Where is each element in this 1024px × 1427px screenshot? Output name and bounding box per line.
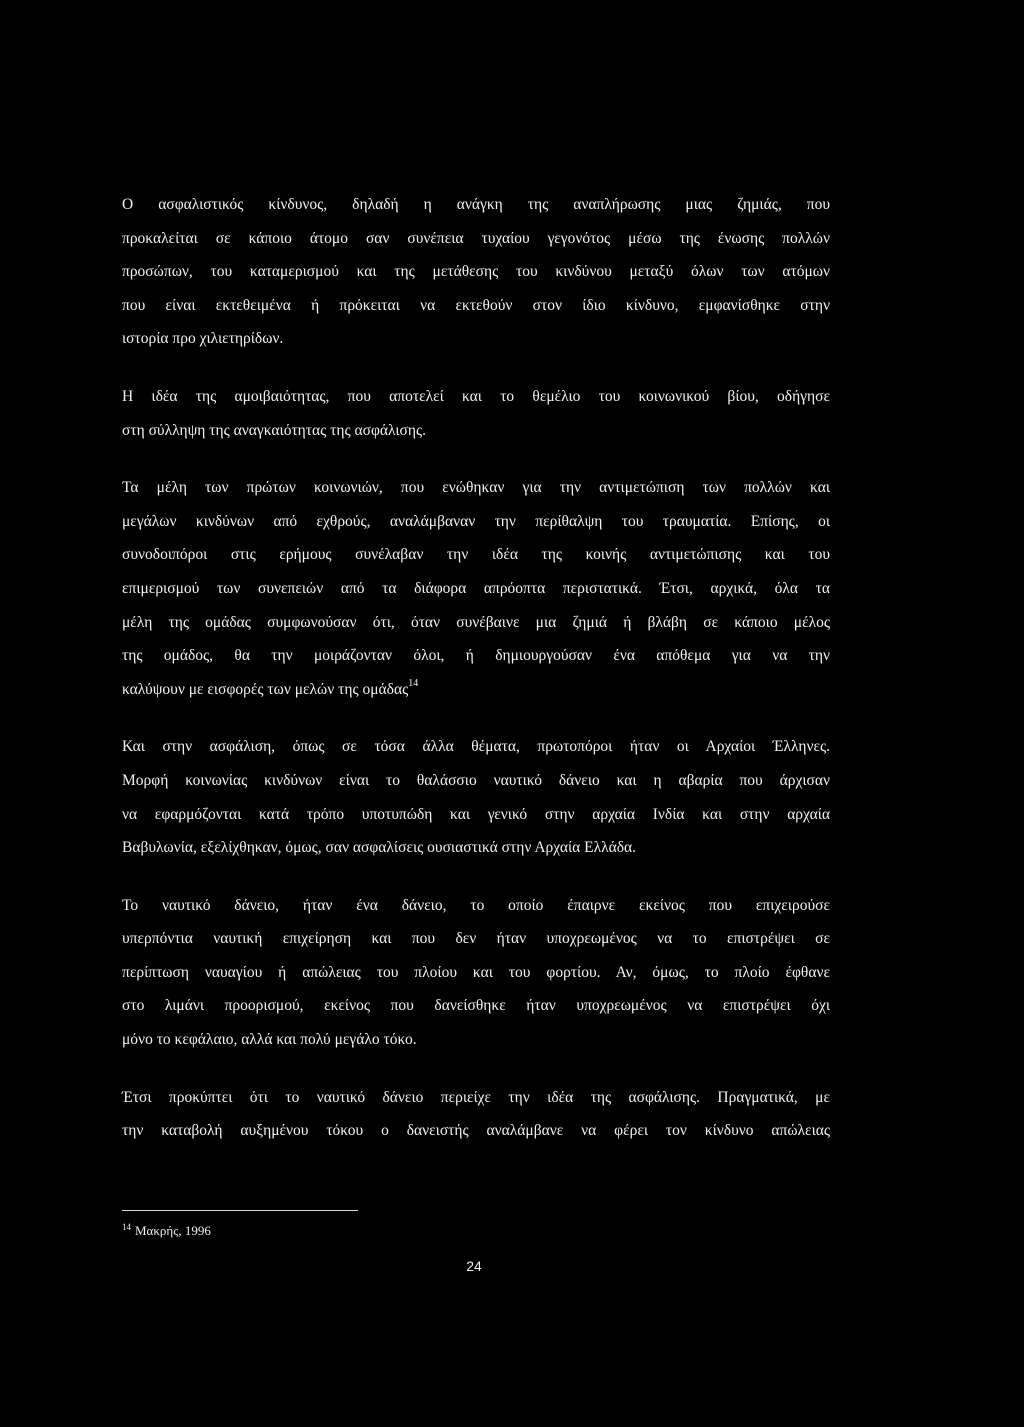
text-line: υπερπόντια ναυτική επιχείρηση και που δεν ήταν υποχρεωμένος να το επιστρέψει σε	[122, 930, 830, 948]
text-line: προσώπων, του καταμερισμού και της μετάθεσης του κινδύνου μεταξύ όλων των ατόμων	[122, 263, 830, 281]
text-line: ιστορία προ χιλιετηρίδων.	[122, 330, 284, 348]
text-line: στο λιμάνι προορισμού, εκείνος που δανείσθηκε ήταν υποχρεωμένος να επιστρέψει όχι	[122, 997, 830, 1015]
text-line: μεγάλων κινδύνων από εχθρούς, αναλάμβαναν την περίθαλψη του τραυματία. Επίσης, οι	[122, 512, 830, 530]
text-line: Μορφή κοινωνίας κινδύνων είναι το θαλάσσιο ναυτικό δάνειο και η αβαρία που άρχισαν	[122, 771, 830, 789]
text-line: Το ναυτικό δάνειο, ήταν ένα δάνειο, το οποίο έπαιρνε εκείνος που επιχειρούσε	[122, 896, 830, 914]
paragraph	[122, 730, 830, 864]
text-line: την καταβολή αυξημένου τόκου ο δανειστής αναλάμβανε να φέρει τον κίνδυνο απώλειας	[122, 1122, 830, 1140]
text-line: Και στην ασφάλιση, όπως σε τόσα άλλα θέματα, πρωτοπόροι ήταν οι Αρχαίοι Έλληνες.	[122, 738, 830, 756]
page-number: 24	[466, 1258, 482, 1274]
text-line: καλύψουν με εισφορές των μελών της ομάδας$^{14}$	[122, 677, 419, 698]
page-body	[122, 188, 830, 1148]
text-line: μόνο το κεφάλαιο, αλλά και πολύ μεγάλο τόκο.	[122, 1031, 417, 1049]
paragraph	[122, 1081, 830, 1148]
text-line: προκαλείται σε κάποιο άτομο σαν συνέπεια τυχαίου γεγονότος μέσω της ένωσης πολλών	[122, 229, 830, 247]
footnote	[122, 1222, 211, 1240]
text-line: Βαβυλωνία, εξελίχθηκαν, όμως, σαν ασφαλίσεις ουσιαστικά στην Αρχαία Ελλάδα.	[122, 839, 637, 857]
text-line: της ομάδος, θα την μοιράζονταν όλοι, ή δημιουργούσαν ένα απόθεμα για να την	[122, 647, 830, 665]
text-line: Τα μέλη των πρώτων κοινωνιών, που ενώθηκαν για την αντιμετώπιση των πολλών και	[122, 479, 830, 497]
text-line: μέλη της ομάδας συμφωνούσαν ότι, όταν συνέβαινε μια ζημιά ή βλάβη σε κάποιο μέλος	[122, 613, 830, 631]
text-line: επιμερισμού των συνεπειών από τα διάφορα απρόοπτα περιστατικά. Έτσι, αρχικά, όλα τα	[122, 579, 830, 597]
text-line: συνοδοιπόροι στις ερήμους συνέλαβαν την ιδέα της κοινής αντιμετώπισης και του	[122, 546, 830, 564]
paragraph	[122, 889, 830, 1057]
text-line: στη σύλληψη της αναγκαιότητας της ασφάλισης.	[122, 421, 426, 439]
paragraph	[122, 380, 830, 447]
paragraph	[122, 471, 830, 706]
text-line: που είναι εκτεθειμένα ή πρόκειται να εκτεθούν στον ίδιο κίνδυνο, εμφανίσθηκε στην	[122, 296, 830, 314]
text-line: Έτσι προκύπτει ότι το ναυτικό δάνειο περιείχε την ιδέα της ασφάλισης. Πραγματικά, με	[122, 1088, 830, 1106]
footnote-reference: 14	[408, 677, 419, 689]
paragraph	[122, 188, 830, 356]
footnote-separator	[122, 1210, 358, 1211]
text-line: Η ιδέα της αμοιβαιότητας, που αποτελεί και το θεμέλιο του κοινωνικού βίου, οδήγησε	[122, 387, 830, 405]
footnote-number: 14	[122, 1222, 131, 1232]
text-line: να εφαρμόζονται κατά τρόπο υποτυπώδη και γενικό στην αρχαία Ινδία και στην αρχαία	[122, 805, 830, 823]
footnote-text: Μακρής, 1996	[135, 1223, 211, 1238]
text-line: περίπτωση ναυαγίου ή απώλειας του πλοίου και του φορτίου. Αν, όμως, το πλοίο έφθανε	[122, 963, 830, 981]
text-line: Ο ασφαλιστικός κίνδυνος, δηλαδή η ανάγκη της αναπλήρωσης μιας ζημιάς, που	[122, 196, 830, 213]
